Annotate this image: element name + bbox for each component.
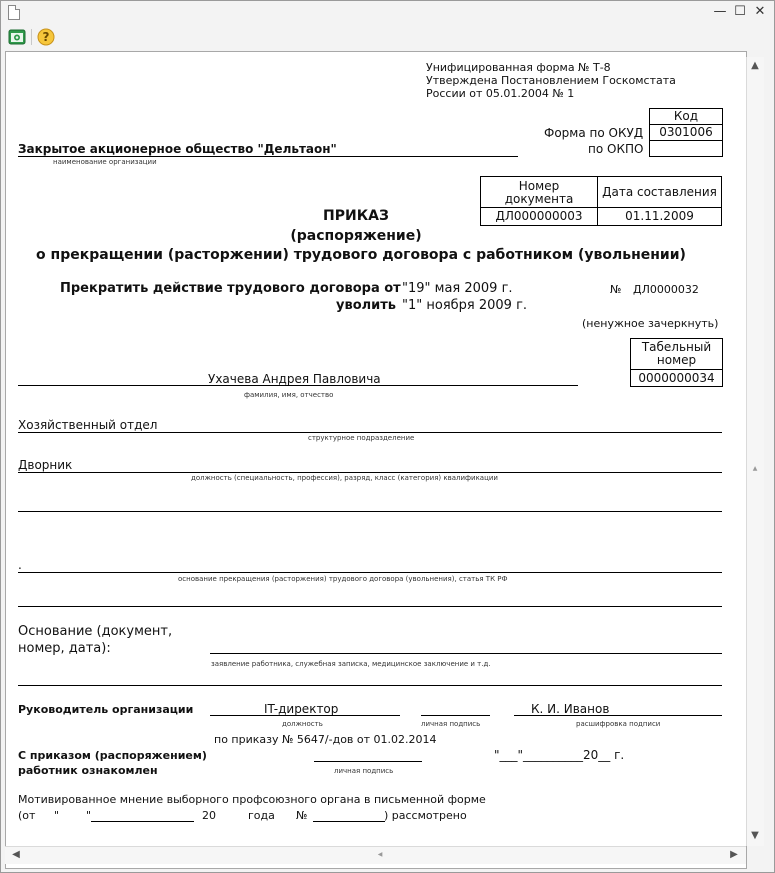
tab-number-header (630, 338, 723, 370)
scroll-grip-icon: ▲ (752, 465, 758, 472)
vertical-scrollbar[interactable] (746, 57, 764, 846)
organization-name: Закрытое акционерное общество "Дельтаон" (18, 142, 337, 156)
tab-number-header-l2: номер (656, 353, 697, 367)
doc-date-value: 01.11.2009 (597, 207, 722, 226)
union-month-line (91, 821, 194, 822)
ack-label-line1: С приказом (распоряжением) (18, 749, 207, 762)
ack-signature-caption: личная подпись (334, 767, 394, 775)
union-year-word: года (248, 809, 275, 822)
termination-label: Прекратить действие трудового договора от (60, 281, 401, 296)
basis-underline (210, 653, 722, 654)
form-header-line3: России от 05.01.2004 № 1 (426, 87, 575, 100)
head-position: IT-директор (264, 702, 339, 716)
doc-number-value: ДЛ000000003 (480, 207, 598, 226)
department: Хозяйственный отдел (18, 418, 158, 432)
union-number-label: № (296, 809, 308, 822)
head-label: Руководитель организации (18, 703, 194, 716)
strike-note: (ненужное зачеркнуть) (582, 317, 719, 330)
position-caption: должность (специальность, профессия), разряд, класс (категория) квалификации (191, 474, 498, 482)
page-title: ПРИКАЗ (323, 208, 389, 224)
document-icon (8, 5, 20, 20)
union-quote-close: " (86, 809, 92, 822)
head-name-underline (514, 715, 722, 716)
basis-label-line1: Основание (документ, (18, 624, 173, 639)
tab-number-value: 0000000034 (630, 369, 723, 387)
scroll-grip-h-icon: ◀ (377, 851, 383, 858)
okud-label: Форма по ОКУД (544, 126, 644, 140)
okud-code: 0301006 (649, 124, 723, 141)
scroll-up-icon[interactable]: ▲ (751, 60, 759, 71)
doc-number-header-l2: документа (504, 192, 574, 206)
doc-number-header-l1: Номер (518, 179, 560, 193)
horizontal-scrollbar[interactable] (5, 846, 746, 864)
minimize-button[interactable]: — (713, 4, 727, 19)
ack-date: "___"__________20__ г. (494, 748, 625, 762)
help-icon[interactable] (37, 28, 55, 46)
page-subtitle: (распоряжение) (290, 228, 422, 244)
scroll-right-icon[interactable]: ▶ (730, 849, 738, 860)
union-end: ) рассмотрено (384, 809, 467, 822)
dismiss-date: "1" ноября 2009 г. (402, 298, 528, 313)
dismiss-label: уволить (336, 298, 397, 313)
head-signature-caption: личная подпись (421, 720, 481, 728)
title-bar (1, 1, 774, 23)
department-caption: структурное подразделение (308, 434, 415, 442)
basis-extra-line (18, 685, 722, 686)
ack-label-line2: работник ознакомлен (18, 764, 158, 777)
organization-underline (18, 156, 518, 157)
reason-underline (18, 572, 722, 573)
head-name-caption: расшифровка подписи (576, 720, 661, 728)
head-position-caption: должность (282, 720, 323, 728)
union-from: (от (18, 809, 36, 822)
termination-number-value: ДЛ0000032 (633, 283, 699, 296)
position: Дворник (18, 458, 73, 472)
tab-number-header-l1: Табельный (641, 340, 712, 354)
position-extra-line (18, 511, 722, 512)
maximize-button[interactable]: ☐ (734, 4, 746, 19)
position-underline (18, 472, 722, 473)
doc-number-header (480, 176, 598, 208)
organization-caption: наименование организации (53, 158, 157, 166)
employee-name: Ухачева Андрея Павловича (208, 372, 381, 386)
document-page (5, 51, 747, 869)
termination-reason: . (18, 558, 22, 572)
reason-extra-line (18, 606, 722, 607)
basis-caption: заявление работника, служебная записка, медицинское заключение и т.д. (211, 660, 491, 668)
code-header: Код (649, 108, 723, 125)
scroll-down-icon[interactable]: ▼ (751, 830, 759, 841)
union-opinion-line1: Мотивированное мнение выборного профсоюзного органа в письменной форме (18, 793, 486, 806)
ack-signature-line (314, 761, 422, 762)
toolbar-separator (31, 29, 32, 45)
termination-contract-date: "19" мая 2009 г. (402, 281, 513, 296)
union-number-line (313, 821, 385, 822)
close-button[interactable]: ✕ (754, 4, 766, 19)
union-year: 20 (202, 809, 216, 822)
employee-name-underline (18, 385, 578, 386)
department-underline (18, 432, 722, 433)
form-header-line1: Унифицированная форма № Т-8 (426, 61, 611, 74)
head-signature-line (421, 715, 490, 716)
page-title-description: о прекращении (расторжении) трудового договора с работником (увольнении) (36, 247, 686, 263)
form-header-line2: Утверждена Постановлением Госкомстата (426, 74, 676, 87)
basis-label-line2: номер, дата): (18, 641, 111, 656)
reason-caption: основание прекращения (расторжения) трудового договора (увольнения), статья ТК РФ (178, 575, 508, 583)
camera-icon[interactable] (8, 28, 26, 46)
okpo-label: по ОКПО (588, 142, 644, 156)
head-position-underline (210, 715, 400, 716)
head-name: К. И. Иванов (531, 702, 610, 716)
employee-name-caption: фамилия, имя, отчество (244, 391, 334, 399)
scroll-left-icon[interactable]: ◀ (12, 849, 20, 860)
help-symbol: ? (42, 30, 50, 44)
termination-number-label: № (610, 283, 622, 296)
doc-date-header: Дата составления (597, 176, 722, 208)
toolbar (1, 24, 774, 48)
order-reference: по приказу № 5647/-дов от 01.02.2014 (214, 733, 437, 746)
okpo-code (649, 140, 723, 157)
union-quote-open: " (54, 809, 60, 822)
